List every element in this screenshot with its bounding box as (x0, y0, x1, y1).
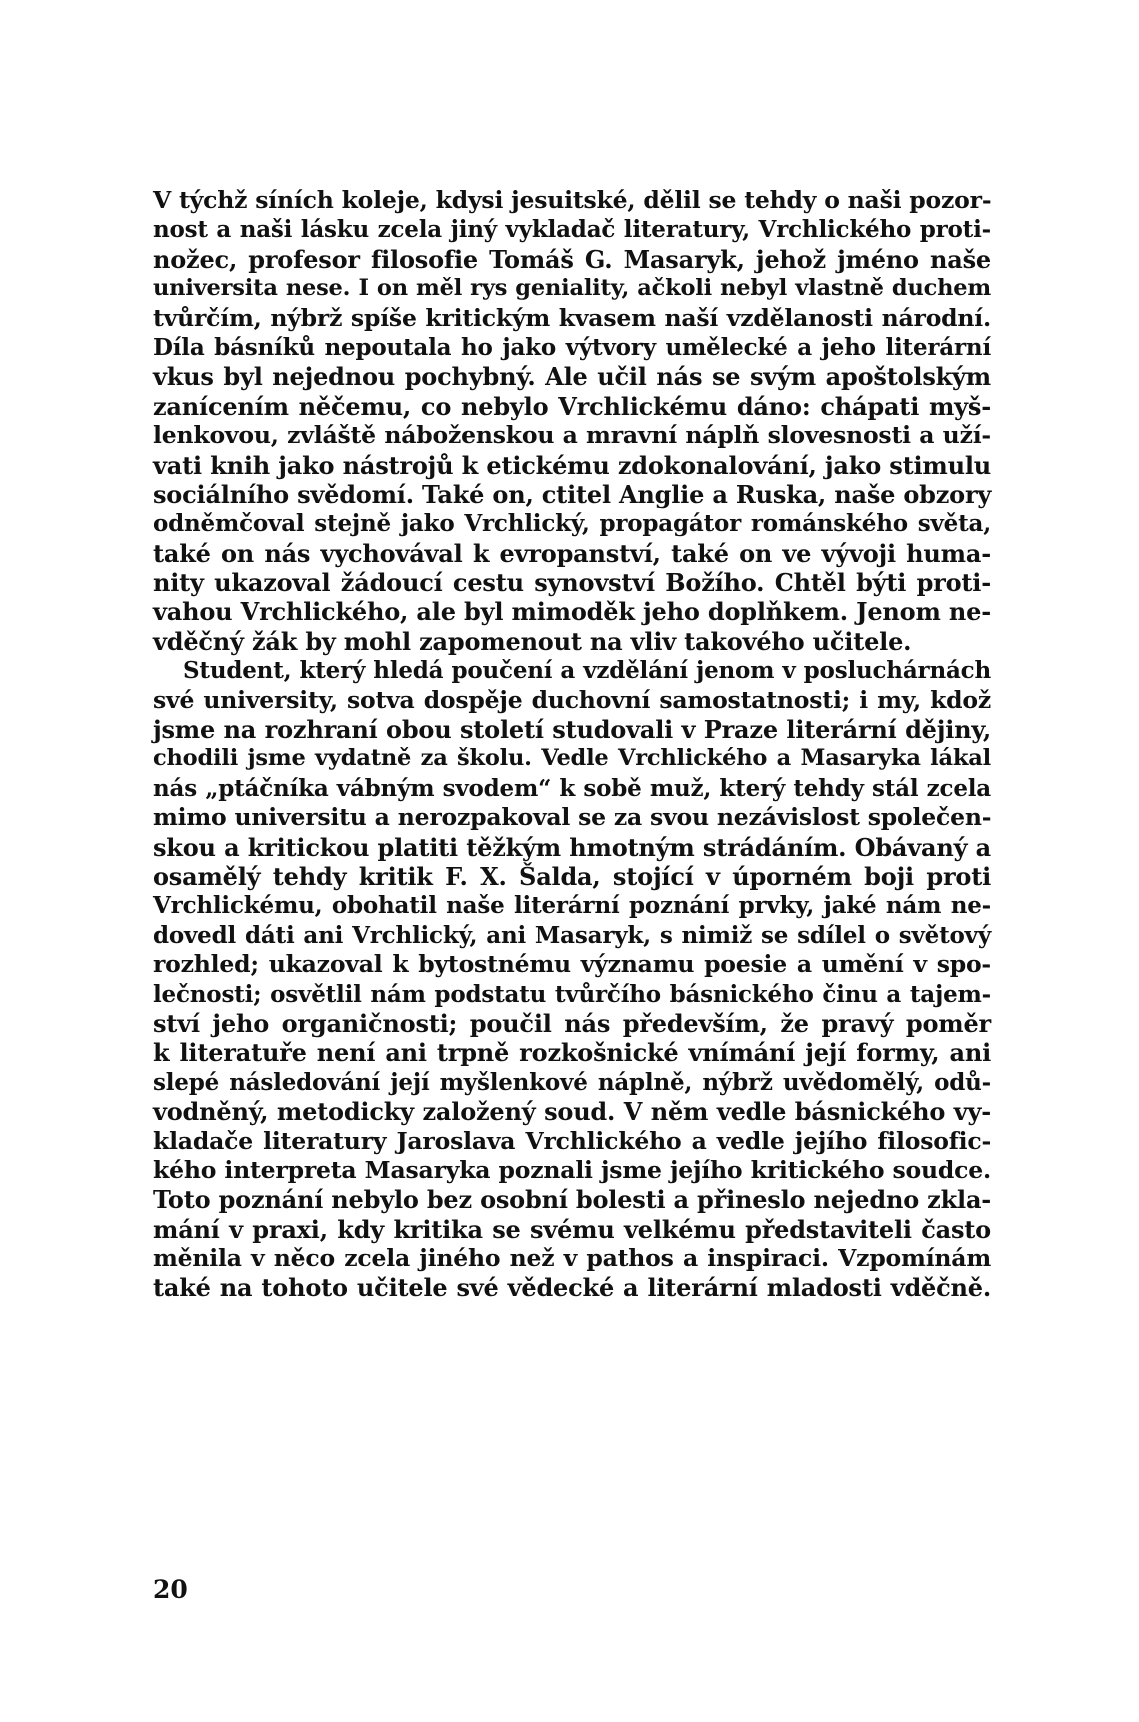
text-line: jsme na rozhraní obou století studovali v Praze literární dějiny, (153, 715, 991, 745)
text-line: slepé následování její myšlenkové náplně, nýbrž uvědomělý, odů- (153, 1068, 991, 1096)
text-line: lečnosti; osvětlil nám podstatu tvůrčího básnického činu a tajem- (153, 980, 991, 1008)
text-line: vděčný žák by mohl zapomenout na vliv takového učitele. (153, 626, 912, 656)
text-line: měnila v něco zcela jiného než v pathos a inspiraci. Vzpomínám (153, 1244, 991, 1273)
text-line: chodili jsme vydatně za školu. Vedle Vrchlického a Masaryka lákal (153, 745, 991, 772)
text-line: své university, sotva dospěje duchovní samostatnosti; i my, kdož (153, 685, 991, 714)
text-line: ství jeho organičnosti; poučil nás především, že pravý poměr (153, 1008, 991, 1038)
page-number: 20 (153, 1575, 188, 1604)
text-line: lenkovou, zvláště náboženskou a mravní náplň slovesnosti a uží- (153, 421, 991, 450)
text-line: mání v praxi, kdy kritika se svému velkému představiteli často (153, 1214, 991, 1244)
text-line: rozhled; ukazoval k bytostnému významu poesie a umění v spo- (153, 950, 991, 979)
text-line: vati knih jako nástrojů k etickému zdokonalování, jako stimulu (153, 450, 991, 480)
text-line: V týchž síních koleje, kdysi jesuitské, dělil se tehdy o naši pozor- (153, 186, 992, 214)
text-line: nožec, profesor filosofie Tomáš G. Masaryk, jehož jméno naše (153, 244, 991, 274)
text-line: Vrchlickému, obohatil naše literární poznání prvky, jaké nám ne- (153, 892, 991, 920)
text-line: kého interpreta Masaryka poznali jsme jejího kritického soudce. (153, 1155, 991, 1184)
text-line: nity ukazoval žádoucí cestu synovství Božího. Chtěl býti proti- (153, 568, 991, 598)
text-line: nost a naši lásku zcela jiný vykladač literatury, Vrchlického proti- (153, 216, 991, 244)
text-line: skou a kritickou platiti těžkým hmotným strádáním. Obávaný a (153, 832, 991, 862)
text-line: vkus byl nejednou pochybný. Ale učil nás se svým apoštolským (153, 362, 991, 392)
text-line: Toto poznání nebylo bez osobní bolesti a přineslo nejedno zkla- (153, 1185, 992, 1215)
text-line: Díla básníků nepoutala ho jako výtvory umělecké a jeho literární (153, 333, 991, 361)
text-line: kladače literatury Jaroslava Vrchlického a vedle jejího filosofic- (153, 1126, 991, 1155)
text-line: odněmčoval stejně jako Vrchlický, propagátor románského světa, (153, 510, 991, 538)
text-line: universita nese. I on měl rys geniality, ačkoli nebyl vlastně duchem (153, 275, 991, 302)
text-line: dovedl dáti ani Vrchlický, ani Masaryk, s nimiž se sdílel o světový (153, 921, 991, 949)
text-line: vodněný, metodicky založený soud. V něm vedle básnického vy- (153, 1097, 991, 1127)
body-text (153, 186, 991, 1303)
text-line: tvůrčím, nýbrž spíše kritickým kvasem naší vzdělanosti národní. (153, 303, 991, 332)
text-line: také na tohoto učitele své vědecké a literární mladosti vděčně. (153, 1273, 991, 1303)
text-line: mimo universitu a nerozpakoval se za svou nezávislost společen- (153, 803, 992, 832)
text-line: nás „ptáčníka vábným svodem“ k sobě muž, který tehdy stál zcela (153, 774, 991, 802)
text-line: také on nás vychovával k evropanství, také on ve vývoji huma- (153, 538, 991, 568)
text-line: vahou Vrchlického, ale byl mimoděk jeho doplňkem. Jenom ne- (153, 597, 991, 627)
text-line: zanícením něčemu, co nebylo Vrchlickému dáno: chápati myš- (153, 391, 991, 421)
text-line: k literatuře není ani trpně rozkošnické vnímání její formy, ani (153, 1038, 991, 1068)
text-line: osamělý tehdy kritik F. X. Šalda, stojící v úporném boji proti (153, 861, 991, 891)
text-line: sociálního svědomí. Také on, ctitel Anglie a Ruska, naše obzory (153, 479, 992, 509)
text-line: Student, který hledá poučení a vzdělání jenom v posluchárnách (183, 657, 991, 685)
